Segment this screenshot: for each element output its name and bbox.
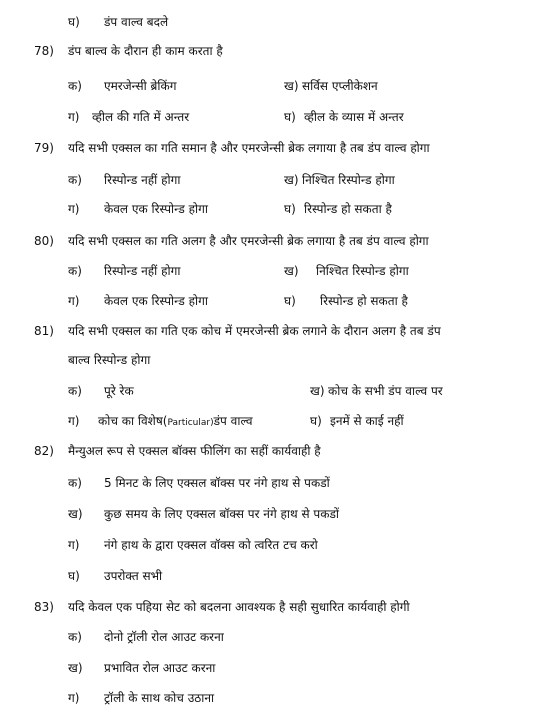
option-row: [0, 292, 536, 310]
option-label: क): [68, 173, 82, 187]
option-row: [0, 567, 536, 585]
question-text: बाल्व रिस्पोन्ड होगा: [68, 353, 151, 367]
option-row: [0, 108, 536, 126]
option-row: [0, 689, 536, 707]
option-row: [0, 659, 536, 677]
option-row: [0, 628, 536, 646]
question-number: 83): [34, 600, 54, 614]
option-label: ग): [68, 110, 80, 124]
option-text: कुछ समय के लिए एक्सल बॉक्स पर नंगे हाथ से पकडों: [104, 507, 339, 521]
option-text: केवल एक रिस्पोन्ड होगा: [104, 202, 208, 216]
option-text-small: Particular): [167, 418, 214, 428]
option-label: ख): [310, 384, 325, 398]
question-continuation: [0, 351, 536, 369]
option-row: [0, 412, 536, 430]
option-label: घ): [284, 202, 296, 216]
option-label: ग): [68, 538, 80, 552]
question-text: मैन्युअल रूप से एक्सल बॉक्स फीलिंग का सहीं कार्यवाही है: [68, 444, 321, 458]
option-label: ख): [284, 264, 299, 278]
option-text: निश्चित रिस्पोन्ड होगा: [316, 264, 409, 278]
option-label: घ): [310, 414, 322, 428]
option-row: [0, 474, 536, 492]
option-text: रिस्पोन्ड हो सकता है: [320, 294, 408, 308]
option-row: [0, 77, 536, 95]
question-number: 81): [34, 324, 54, 338]
option-text: रिस्पोन्ड नहीं होगा: [104, 264, 181, 278]
option-text: व्हील की गति में अन्तर: [92, 110, 190, 124]
option-label: ख): [68, 507, 83, 521]
option-label: क): [68, 264, 82, 278]
question-83: [0, 598, 536, 616]
question-number: 78): [34, 44, 54, 58]
question-number: 82): [34, 444, 54, 458]
option-text: व्हील के व्यास में अन्तर: [304, 110, 404, 124]
option-label: ग): [68, 202, 80, 216]
option-label: घ): [284, 110, 296, 124]
option-text: इनमें से काई नहीं: [330, 414, 404, 428]
option-text: पूरे रेक: [104, 384, 134, 398]
option-row: [0, 382, 536, 400]
question-number: 80): [34, 234, 54, 248]
option-text: रिस्पोन्ड नहीं होगा: [104, 173, 181, 187]
option-label: घ): [68, 569, 80, 583]
option-row: [0, 200, 536, 218]
option-text: प्रभावित रोल आउट करना: [104, 661, 216, 675]
option-label: ग): [68, 414, 80, 428]
question-text: यदि सभी एक्सल का गति एक कोच में एमरजेन्सी ब्रेक लगाने के दौरान अलग है तब डंप: [68, 324, 441, 338]
question-80: [0, 232, 536, 250]
option-text: उपरोक्त सभी: [104, 569, 163, 583]
option-text: दोनो ट्रॉली रोल आउट करना: [104, 630, 224, 644]
option-text: निश्चित रिस्पोन्ड होगा: [302, 173, 395, 187]
option-text: रिस्पोन्ड हो सकता है: [304, 202, 392, 216]
option-text: 5 मिनट के लिए एक्सल बॉक्स पर नंगे हाथ से पकडों: [104, 476, 330, 490]
option-row: [0, 536, 536, 554]
question-78: [0, 42, 536, 60]
option-label: ख): [68, 661, 83, 675]
question-number: 79): [34, 141, 54, 155]
option-label: ग): [68, 294, 80, 308]
question-text: यदि सभी एक्सल का गति समान है और एमरजेन्सी ब्रेक लगाया है तब डंप वाल्व होगा: [68, 141, 430, 155]
option-text: कोच के सभी डंप वाल्व पर: [328, 384, 443, 398]
option-row: [0, 171, 536, 189]
option-label: घ): [284, 294, 296, 308]
option-text: सर्विस एप्लीकेशन: [302, 79, 378, 93]
option-row: [0, 262, 536, 280]
option-text: एमरजेन्सी ब्रेकिंग: [104, 79, 177, 93]
option-text-main: कोच का विशेष(: [98, 414, 168, 428]
option-label: ख): [284, 173, 299, 187]
option-label: ग): [68, 691, 80, 705]
option-text: डंप वाल्व बदले: [104, 15, 169, 29]
question-text: डंप बाल्व के दौरान ही काम करता है: [68, 44, 223, 58]
option-label: घ): [68, 15, 80, 29]
question-text: यदि केवल एक पहिया सेट को बदलना आवश्यक है सही सुधारित कार्यवाही होगी: [68, 600, 410, 614]
option-text: केवल एक रिस्पोन्ड होगा: [104, 294, 208, 308]
option-label: ख): [284, 79, 299, 93]
option-text: ट्रॉली के साथ कोच उठाना: [104, 691, 215, 705]
option-row: [0, 505, 536, 523]
option-text: [98, 412, 253, 432]
option-row: [0, 13, 536, 31]
option-label: क): [68, 79, 82, 93]
option-text-after: डंप वाल्व: [213, 414, 253, 428]
option-label: क): [68, 476, 82, 490]
question-81: [0, 322, 536, 340]
question-79: [0, 139, 536, 157]
option-label: क): [68, 384, 82, 398]
option-text: नंगे हाथ के द्वारा एक्सल वॉक्स को त्वरित टच करो: [104, 538, 318, 552]
question-text: यदि सभी एक्सल का गति अलग है और एमरजेन्सी ब्रेक लगाया है तब डंप वाल्व होगा: [68, 234, 429, 248]
question-82: [0, 442, 536, 460]
option-label: क): [68, 630, 82, 644]
